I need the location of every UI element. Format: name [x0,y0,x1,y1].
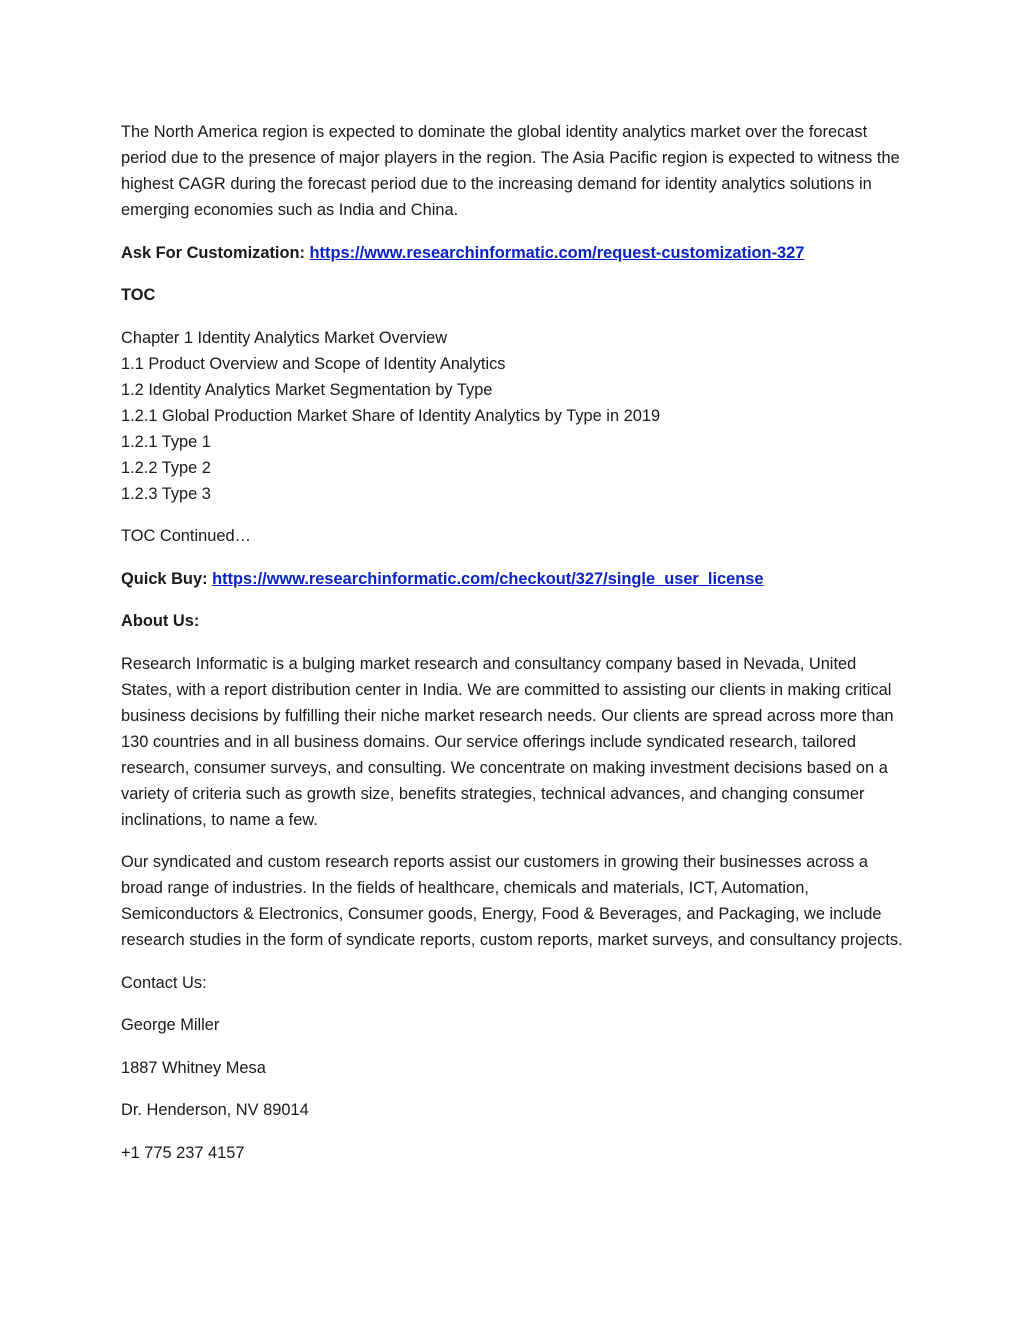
about-paragraph-1: Research Informatic is a bulging market research and consultancy company based in Nevada, United States, with a report distribution center in India. We are committed to assisting our clients in making critical business decisions by fulfilling their niche market research needs. Our clients are spread across more than 130 countries and in all business domains. Our service offerings include syndicated research, tailored research, consumer surveys, and consulting. We concentrate on making investment decisions based on a variety of criteria such as growth size, benefits strategies, technical advances, and changing consumer inclinations, to name a few. [121,654,894,829]
customization-line [121,240,911,266]
document-page [121,119,911,1182]
toc-item: 1.2.1 Global Production Market Share of Identity Analytics by Type in 2019 [121,406,661,425]
toc-continued: TOC Continued… [121,527,251,545]
quick-buy-label: Quick Buy: [121,569,208,588]
customization-link[interactable]: https://www.researchinformatic.com/request-customization-327 [309,243,805,262]
contact-address-line-1: 1887 Whitney Mesa [121,1058,266,1077]
contact-phone: +1 775 237 4157 [121,1143,245,1162]
about-heading: About Us: [121,612,200,630]
intro-paragraph: The North America region is expected to dominate the global identity analytics market over the forecast period due to the presence of major players in the region. The Asia Pacific region is expected to witness the highest CAGR during the forecast period due to the increasing demand for identity analytics solutions in emerging economies such as India and China. [121,123,900,219]
toc-list [121,325,911,507]
toc-item: 1.2.3 Type 3 [121,484,211,503]
toc-heading: TOC [121,286,156,304]
quick-buy-link[interactable]: https://www.researchinformatic.com/checkout/327/single_user_license [212,569,764,588]
contact-heading: Contact Us: [121,973,207,992]
quick-buy-line [121,566,911,592]
customization-label: Ask For Customization: [121,243,305,262]
toc-item: 1.2.1 Type 1 [121,432,211,451]
toc-item: 1.2 Identity Analytics Market Segmentation by Type [121,380,493,399]
contact-name: George Miller [121,1016,220,1034]
toc-item: 1.1 Product Overview and Scope of Identity Analytics [121,354,506,373]
toc-item: Chapter 1 Identity Analytics Market Overview [121,328,448,347]
about-paragraph-2: Our syndicated and custom research reports assist our customers in growing their businesses across a broad range of industries. In the fields of healthcare, chemicals and materials, ICT, Automation, Semiconductors & Electronics, Consumer goods, Energy, Food & Beverages, and Packaging, we include research studies in the form of syndicate reports, custom reports, market surveys, and consultancy projects. [121,853,903,949]
toc-item: 1.2.2 Type 2 [121,458,211,477]
contact-address-line-2: Dr. Henderson, NV 89014 [121,1101,309,1119]
